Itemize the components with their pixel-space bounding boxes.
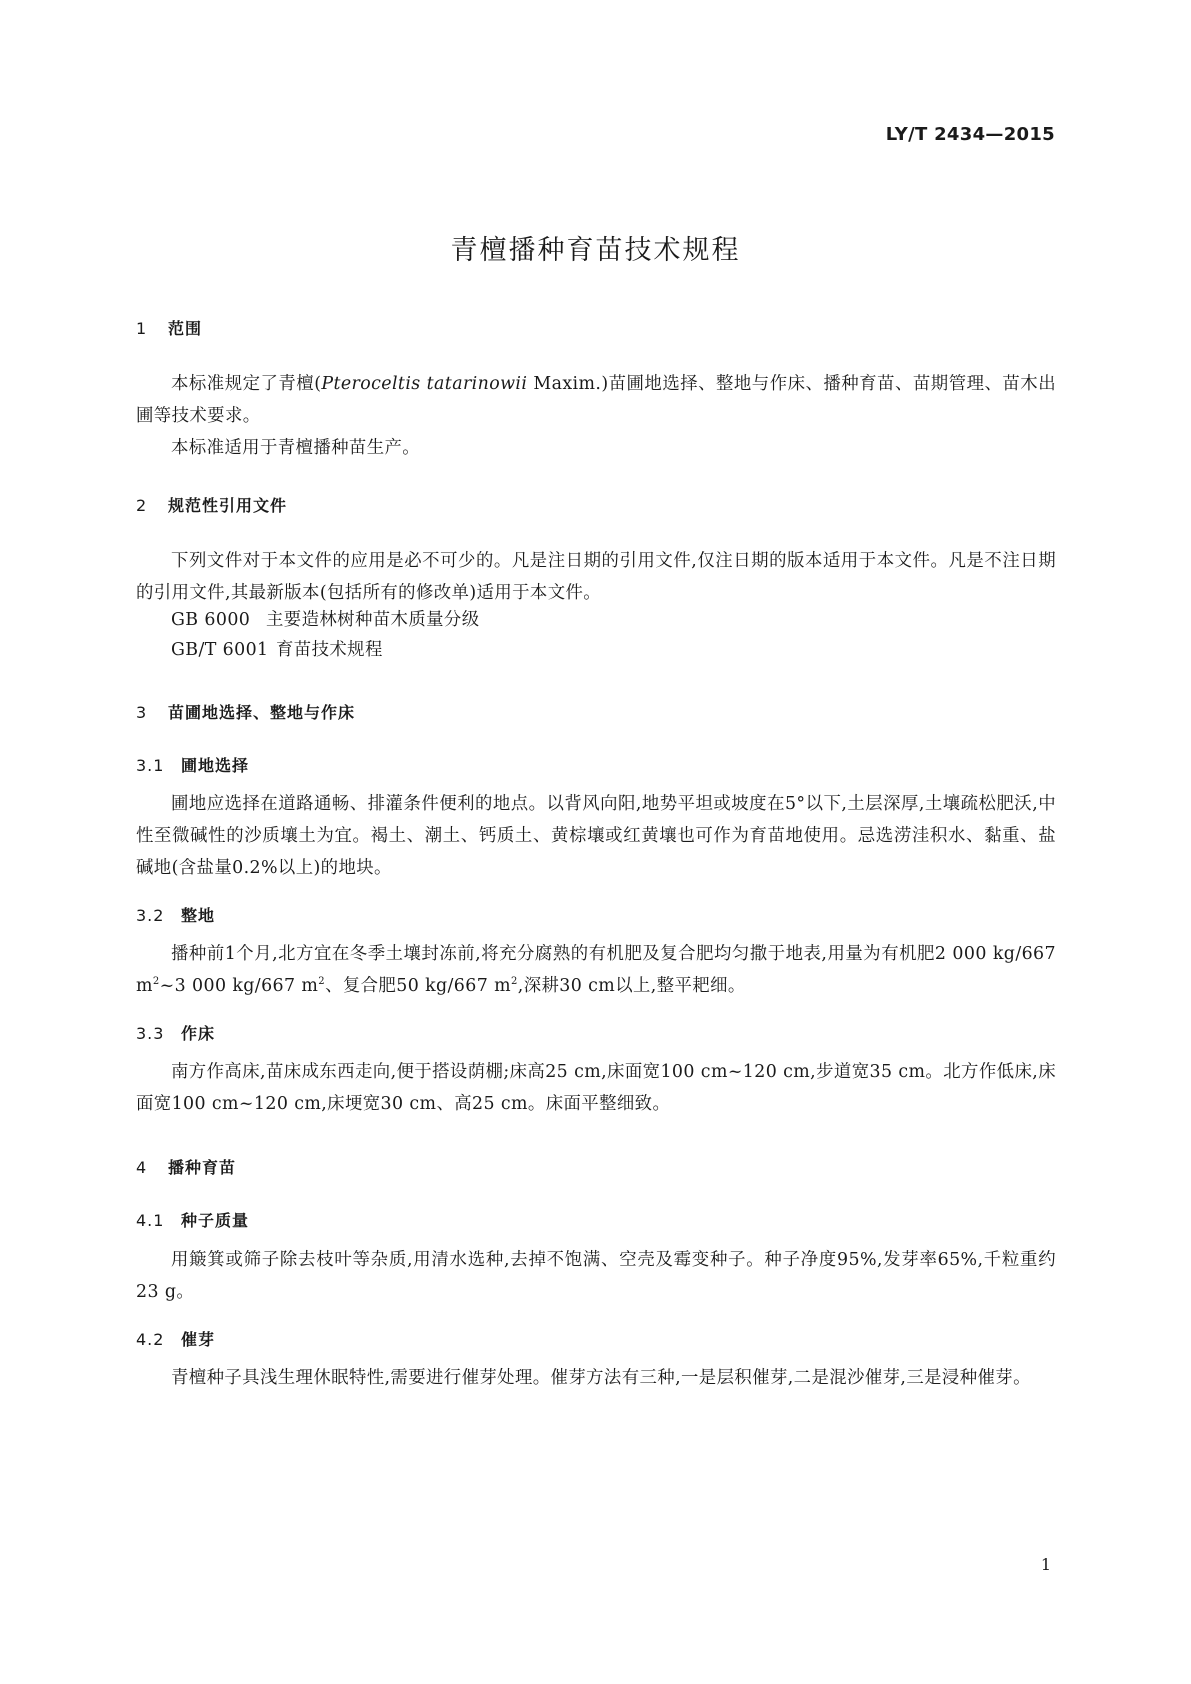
section-heading-2 (136, 493, 287, 516)
superscript: 2 (152, 976, 160, 988)
subsection-number: 3.2 (136, 906, 165, 925)
reference-code: GB/T 6001 (171, 640, 269, 660)
page-number: 1 (1040, 1555, 1051, 1574)
subsection-heading-3-2 (136, 903, 215, 926)
section-heading-1 (136, 316, 202, 339)
section-title: 苗圃地选择、整地与作床 (168, 703, 356, 722)
subsection-title: 整地 (181, 906, 216, 925)
standard-code: LY/T 2434—2015 (885, 124, 1055, 145)
section-title: 规范性引用文件 (168, 496, 288, 515)
section-number: 3 (136, 703, 148, 722)
subsection-number: 4.2 (136, 1330, 165, 1349)
text-run: ~3 000 kg/667 m (159, 976, 319, 996)
subsection-title: 圃地选择 (181, 756, 250, 775)
text-run: 、复合肥50 kg/667 m (325, 976, 512, 996)
subsection-number: 4.1 (136, 1211, 165, 1230)
text-run: 播种前1个月,北方宜在冬季土壤封冻前,将充分腐熟的有机肥及复合肥均匀撒于地表,用量为有机肥2 000 kg/667 m (136, 944, 1056, 996)
reference-title: 育苗技术规程 (276, 640, 383, 660)
section-number: 1 (136, 319, 148, 338)
text-run: ,深耕30 cm以上,整平耙细。 (517, 976, 746, 996)
subsection-title: 催芽 (181, 1330, 216, 1349)
superscript: 2 (511, 976, 518, 988)
paragraph-seedbed: 南方作高床,苗床成东西走向,便于搭设荫棚;床高25 cm,床面宽100 cm~120 cm,步道宽35 cm。北方作低床,床面宽100 cm~120 cm,床埂宽30 cm、高25 cm。床面平整细致。 (136, 1062, 1056, 1114)
latin-name: Pteroceltis tatarinowii (321, 374, 528, 394)
subsection-heading-3-1 (136, 753, 249, 776)
section-heading-3 (136, 700, 355, 723)
subsection-heading-3-3 (136, 1021, 215, 1044)
reference-item (171, 604, 480, 636)
paragraph-site-selection: 圃地应选择在道路通畅、排灌条件便利的地点。以背风向阳,地势平坦或坡度在5°以下,土层深厚,土壤疏松肥沃,中性至微碱性的沙质壤土为宜。褐土、潮土、钙质土、黄棕壤或红黄壤也可作为育苗地使用。忌选涝洼积水、黏重、盐碱地(含盐量0.2%以上)的地块。 (136, 794, 1056, 878)
subsection-number: 3.3 (136, 1024, 165, 1043)
subsection-title: 作床 (181, 1024, 216, 1043)
section-number: 2 (136, 496, 148, 515)
reference-title: 主要造林树种苗木质量分级 (266, 610, 480, 630)
paragraph-germination: 青檀种子具浅生理休眠特性,需要进行催芽处理。催芽方法有三种,一是层积催芽,二是混沙催芽,三是浸种催芽。 (171, 1368, 1031, 1388)
text-run: 本标准规定了青檀( (171, 374, 322, 394)
text-run: Maxim.)苗圃地选择、整地与作床、播种育苗、苗期管理、苗木出圃等技术要求。 (136, 374, 1056, 426)
section-title: 范围 (168, 319, 203, 338)
subsection-title: 种子质量 (181, 1211, 250, 1230)
paragraph-land-preparation (136, 938, 1056, 1002)
section-title: 播种育苗 (168, 1158, 237, 1177)
subsection-heading-4-2 (136, 1327, 215, 1350)
subsection-heading-4-1 (136, 1208, 249, 1231)
reference-code: GB 6000 (171, 610, 251, 630)
subsection-number: 3.1 (136, 756, 165, 775)
section-heading-4 (136, 1155, 236, 1178)
document-title: 青檀播种育苗技术规程 (450, 235, 741, 266)
section-number: 4 (136, 1158, 148, 1177)
reference-item (171, 634, 383, 666)
paragraph-scope-2: 本标准适用于青檀播种苗生产。 (171, 438, 421, 458)
superscript: 2 (318, 976, 326, 988)
paragraph-normative-refs: 下列文件对于本文件的应用是必不可少的。凡是注日期的引用文件,仅注日期的版本适用于本文件。凡是不注日期的引用文件,其最新版本(包括所有的修改单)适用于本文件。 (136, 551, 1056, 603)
paragraph-seed-quality: 用簸箕或筛子除去枝叶等杂质,用清水选种,去掉不饱满、空壳及霉变种子。种子净度95%,发芽率65%,千粒重约23 g。 (136, 1250, 1056, 1302)
paragraph-scope-1 (136, 368, 1056, 432)
